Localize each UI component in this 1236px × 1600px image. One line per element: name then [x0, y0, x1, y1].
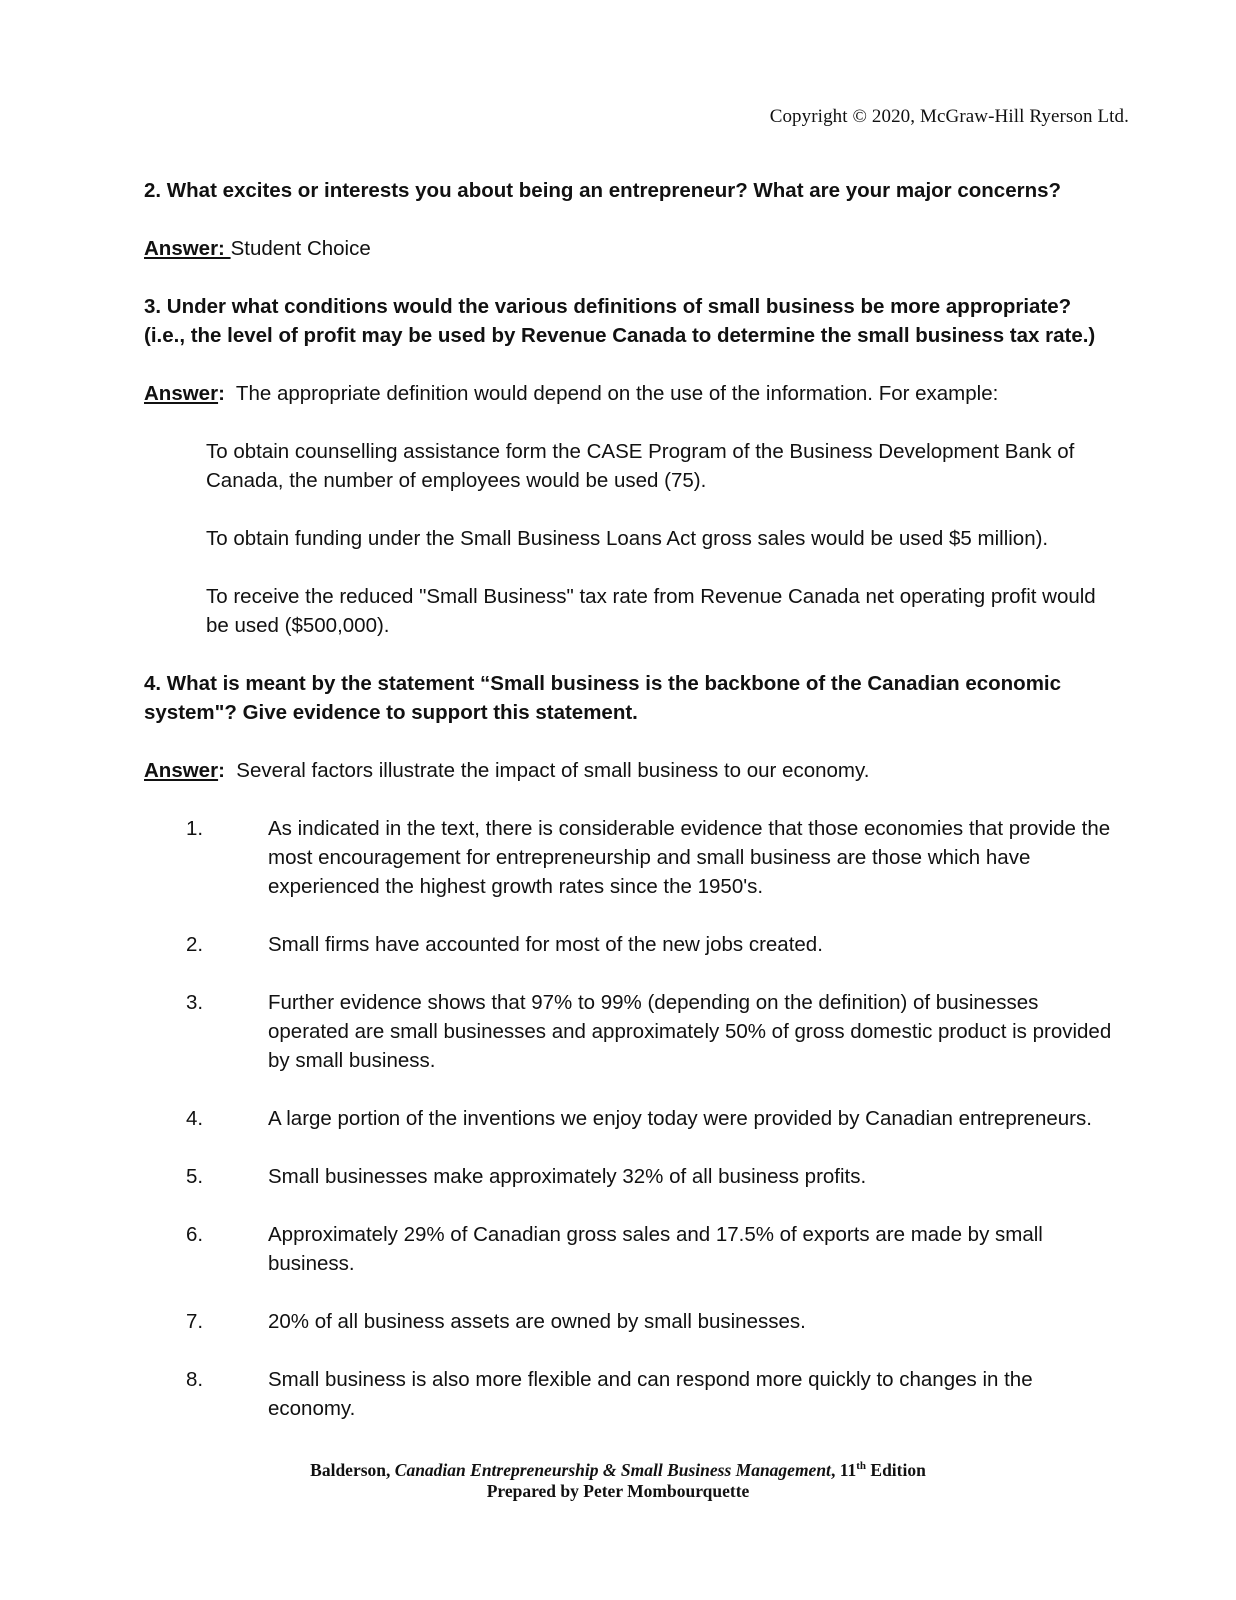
evidence-list	[144, 814, 1124, 1423]
answer-colon: :	[218, 759, 225, 782]
list-item-number: 6.	[186, 1223, 204, 1246]
list-item	[144, 814, 1124, 901]
list-item-number: 8.	[186, 1368, 204, 1391]
question-3	[144, 292, 1124, 350]
list-item-number: 3.	[186, 991, 204, 1014]
answer-label: Answer	[144, 759, 219, 782]
answer-text: The appropriate definition would depend on the use of the information. For example:	[235, 382, 999, 405]
answer-2	[144, 234, 1124, 263]
footer-edition-suffix: Edition	[866, 1459, 926, 1480]
answer-colon: :	[218, 382, 225, 405]
list-item-number: 2.	[186, 933, 204, 956]
question-3-line-1: 3. Under what conditions would the various definitions of small business be more appropriate?	[144, 295, 1072, 318]
footer-book-title: Canadian Entrepreneurship & Small Business Management	[394, 1459, 831, 1480]
list-item-text: Further evidence shows that 97% to 99% (depending on the definition) of businesses operated are small businesses and approximately 50% of gross domestic product is provided by small business.	[268, 991, 1112, 1072]
footer-prepared-by: Prepared by Peter Mombourquette	[486, 1480, 750, 1501]
list-item	[144, 1104, 1124, 1133]
answer-label: Answer	[144, 382, 219, 405]
copyright-notice: Copyright © 2020, McGraw-Hill Ryerson Ltd.	[769, 106, 1129, 127]
answer-label: Answer:	[144, 237, 231, 260]
document-body	[144, 176, 1124, 1452]
example-paragraph: To receive the reduced "Small Business" tax rate from Revenue Canada net operating profit would be used ($500,000).	[206, 585, 1096, 637]
list-item-text: Small firms have accounted for most of the new jobs created.	[268, 933, 823, 956]
answer-3	[144, 379, 1124, 408]
list-item	[144, 930, 1124, 959]
list-item-number: 4.	[186, 1107, 204, 1130]
example-paragraph: To obtain funding under the Small Business Loans Act gross sales would be used $5 million).	[206, 527, 1049, 550]
footer-author: Balderson,	[310, 1459, 395, 1480]
list-item-number: 1.	[186, 817, 204, 840]
question-4: 4. What is meant by the statement “Small business is the backbone of the Canadian economic system"? Give evidence to support this statement.	[144, 672, 1062, 724]
question-3-line-2: (i.e., the level of profit may be used by Revenue Canada to determine the small business tax rate.)	[144, 324, 1096, 347]
list-item	[144, 988, 1124, 1075]
footer-edition-prefix: , 11	[830, 1459, 857, 1480]
list-item	[144, 1365, 1124, 1423]
list-item-text: 20% of all business assets are owned by small businesses.	[268, 1310, 806, 1333]
list-item	[144, 1220, 1124, 1278]
list-item-number: 5.	[186, 1165, 204, 1188]
list-item-text: Small businesses make approximately 32% of all business profits.	[268, 1165, 867, 1188]
example-paragraph: To obtain counselling assistance form the CASE Program of the Business Development Bank of Canada, the number of employees would be used (75).	[206, 440, 1075, 492]
list-item	[144, 1307, 1124, 1336]
answer-4	[144, 756, 1124, 785]
answer-text: Several factors illustrate the impact of small business to our economy.	[236, 759, 870, 782]
list-item-text: As indicated in the text, there is considerable evidence that those economies that provide the most encouragement for entrepreneurship and small business are those which have experienced the highest growth rates since the 1950's.	[268, 817, 1111, 898]
list-item-text: Small business is also more flexible and can respond more quickly to changes in the economy.	[268, 1368, 1033, 1420]
footer-edition-sup: th	[856, 1460, 867, 1472]
list-item-text: Approximately 29% of Canadian gross sales and 17.5% of exports are made by small business.	[268, 1223, 1043, 1275]
footer-citation	[0, 1456, 1236, 1481]
answer-text: Student Choice	[230, 237, 371, 260]
list-item-number: 7.	[186, 1310, 204, 1333]
list-item	[144, 1162, 1124, 1191]
list-item-text: A large portion of the inventions we enjoy today were provided by Canadian entrepreneurs.	[268, 1107, 1092, 1130]
question-2: 2. What excites or interests you about being an entrepreneur? What are your major concerns?	[144, 179, 1062, 202]
page-footer	[0, 1456, 1236, 1502]
